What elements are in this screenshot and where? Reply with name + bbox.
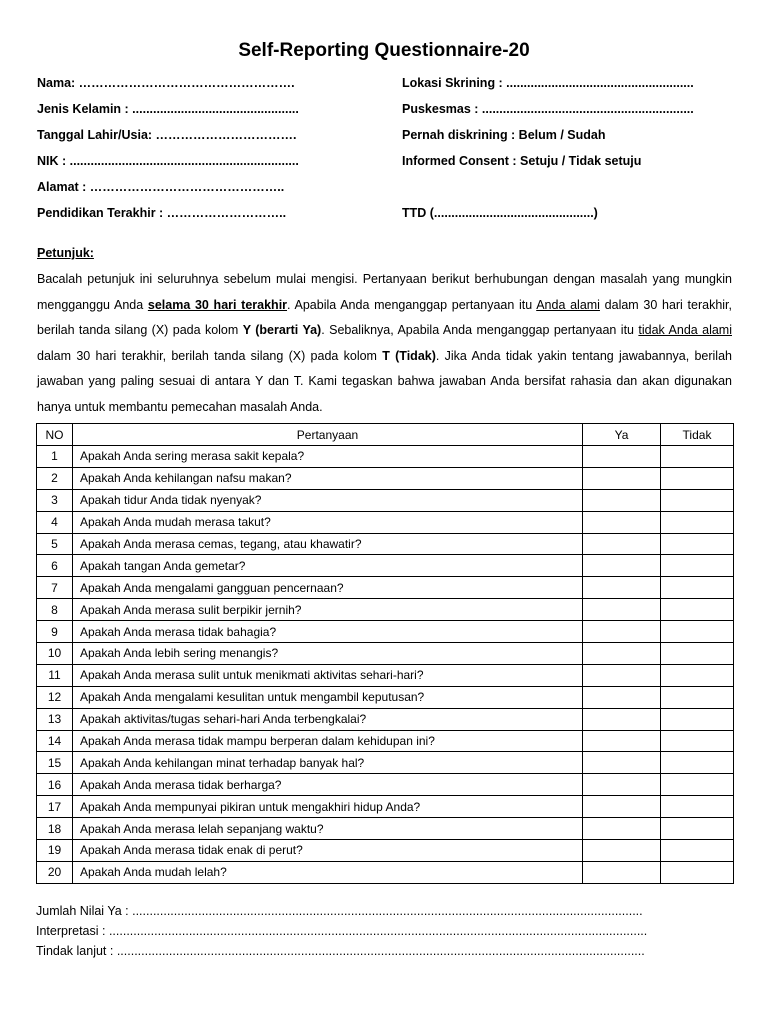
table-header-row [37,424,734,446]
instr-underline-tidak-alami: tidak Anda alami [638,323,732,337]
footer-jumlah-nilai-ya[interactable]: Jumlah Nilai Ya : ................................................................................................................................................... [36,904,643,918]
instr-text-1: Bacalah petunjuk ini seluruhnya sebelum mulai mengisi. Pertanyaan berikut berhubungan dengan masalah yang mungkin mengganggu Anda [37,272,732,312]
instr-bold-ya: Y (berarti Ya) [242,323,322,337]
field-jenis-kelamin[interactable]: Jenis Kelamin : ................................................ [37,102,299,116]
table-row [37,818,734,840]
field-nama[interactable]: Nama: ……………………………………………. [37,76,295,90]
row-number: 4 [37,511,73,533]
answer-yes-cell[interactable] [583,664,661,686]
row-number: 7 [37,577,73,599]
row-number: 5 [37,533,73,555]
field-puskesmas[interactable]: Puskesmas : ............................................................. [402,102,694,116]
table-row [37,730,734,752]
row-question: Apakah Anda lebih sering menangis? [73,643,583,665]
row-number: 3 [37,489,73,511]
answer-yes-cell[interactable] [583,599,661,621]
table-row [37,774,734,796]
row-number: 19 [37,840,73,862]
table-row [37,796,734,818]
table-row [37,489,734,511]
header-no: NO [37,424,73,446]
answer-no-cell[interactable] [661,467,734,489]
answer-no-cell[interactable] [661,643,734,665]
table-row [37,577,734,599]
answer-no-cell[interactable] [661,621,734,643]
row-question: Apakah Anda merasa tidak berharga? [73,774,583,796]
table-row [37,752,734,774]
row-number: 2 [37,467,73,489]
field-tanggal-lahir[interactable]: Tanggal Lahir/Usia: ……………………………. [37,128,297,142]
row-number: 6 [37,555,73,577]
instr-text-4: . Sebaliknya, Apabila Anda menganggap pertanyaan itu [321,323,639,337]
instr-text-3: dalam 30 hari terakhir, berilah tanda silang (X) pada kolom [37,297,732,337]
table-row [37,555,734,577]
answer-yes-cell[interactable] [583,467,661,489]
table-row [37,511,734,533]
row-question: Apakah Anda mengalami gangguan pencernaan? [73,577,583,599]
answer-yes-cell[interactable] [583,686,661,708]
table-row [37,621,734,643]
footer-tindak-lanjut[interactable]: Tindak lanjut : ........................................................................................................................................................ [36,944,645,958]
instr-bold-tidak: T (Tidak) [382,348,436,363]
answer-yes-cell[interactable] [583,446,661,468]
row-question: Apakah Anda merasa lelah sepanjang waktu? [73,818,583,840]
field-lokasi-skrining[interactable]: Lokasi Skrining : ...................................................... [402,76,694,90]
row-number: 11 [37,664,73,686]
row-question: Apakah tangan Anda gemetar? [73,555,583,577]
answer-no-cell[interactable] [661,861,734,883]
row-question: Apakah Anda merasa tidak bahagia? [73,621,583,643]
table-row [37,643,734,665]
answer-no-cell[interactable] [661,599,734,621]
table-row [37,840,734,862]
answer-no-cell[interactable] [661,752,734,774]
answer-no-cell[interactable] [661,818,734,840]
row-number: 12 [37,686,73,708]
field-pernah-diskrining[interactable]: Pernah diskrining : Belum / Sudah [402,128,606,142]
instr-bold-period: selama 30 hari terakhir [147,297,288,312]
answer-no-cell[interactable] [661,796,734,818]
row-question: Apakah Anda mudah lelah? [73,861,583,883]
row-question: Apakah Anda sering merasa sakit kepala? [73,446,583,468]
table-row [37,664,734,686]
field-nik[interactable]: NIK : .................................................................. [37,154,299,168]
row-question: Apakah Anda kehilangan nafsu makan? [73,467,583,489]
answer-no-cell[interactable] [661,730,734,752]
answer-no-cell[interactable] [661,686,734,708]
table-row [37,533,734,555]
row-number: 15 [37,752,73,774]
field-pendidikan[interactable]: Pendidikan Terakhir : ……………………….. [37,206,287,220]
row-number: 9 [37,621,73,643]
document-title: Self-Reporting Questionnaire-20 [238,40,530,61]
table-row [37,599,734,621]
answer-yes-cell[interactable] [583,577,661,599]
answer-no-cell[interactable] [661,840,734,862]
answer-no-cell[interactable] [661,533,734,555]
instr-text-2: . Apabila Anda menganggap pertanyaan itu [287,297,537,312]
instructions-paragraph [37,267,732,420]
answer-yes-cell[interactable] [583,621,661,643]
table-row [37,446,734,468]
answer-no-cell[interactable] [661,555,734,577]
answer-no-cell[interactable] [661,708,734,730]
row-number: 14 [37,730,73,752]
row-question: Apakah Anda kehilangan minat terhadap banyak hal? [73,752,583,774]
row-number: 18 [37,818,73,840]
row-question: Apakah Anda mempunyai pikiran untuk mengakhiri hidup Anda? [73,796,583,818]
instructions-heading: Petunjuk: [37,246,94,260]
row-question: Apakah Anda mudah merasa takut? [73,511,583,533]
header-yes: Ya [583,424,661,446]
table-row [37,861,734,883]
answer-yes-cell[interactable] [583,511,661,533]
answer-yes-cell[interactable] [583,708,661,730]
answer-no-cell[interactable] [661,446,734,468]
instr-underline-alami: Anda alami [536,297,600,312]
row-question: Apakah Anda merasa sulit untuk menikmati aktivitas sehari-hari? [73,664,583,686]
answer-yes-cell[interactable] [583,730,661,752]
instr-text-6: . Jika Anda tidak yakin tentang jawabannya, berilah jawaban yang paling sesuai di antara Y dan T. Kami tegaskan bahwa jawaban Anda bersifat rahasia dan akan digunakan hanya untuk membantu pemecahan masalah Anda. [37,348,732,414]
row-number: 20 [37,861,73,883]
table-row [37,708,734,730]
answer-yes-cell[interactable] [583,533,661,555]
answer-no-cell[interactable] [661,511,734,533]
answer-yes-cell[interactable] [583,752,661,774]
field-informed-consent[interactable]: Informed Consent : Setuju / Tidak setuju [402,154,642,168]
instr-text-5: dalam 30 hari terakhir, berilah tanda silang (X) pada kolom [37,348,383,363]
answer-yes-cell[interactable] [583,774,661,796]
header-no-answer: Tidak [661,424,734,446]
answer-no-cell[interactable] [661,664,734,686]
row-number: 10 [37,643,73,665]
answer-yes-cell[interactable] [583,796,661,818]
table-row [37,467,734,489]
table-row [37,686,734,708]
row-question: Apakah Anda merasa tidak enak di perut? [73,840,583,862]
footer-interpretasi[interactable]: Interpretasi : ........................................................................................................................................................... [36,924,648,938]
row-number: 16 [37,774,73,796]
answer-yes-cell[interactable] [583,643,661,665]
answer-yes-cell[interactable] [583,861,661,883]
row-number: 17 [37,796,73,818]
answer-no-cell[interactable] [661,489,734,511]
row-question: Apakah tidur Anda tidak nyenyak? [73,489,583,511]
questionnaire-table [36,423,734,884]
row-question: Apakah Anda merasa cemas, tegang, atau khawatir? [73,533,583,555]
answer-no-cell[interactable] [661,577,734,599]
row-question: Apakah Anda merasa sulit berpikir jernih? [73,599,583,621]
field-ttd[interactable]: TTD (..............................................) [402,206,598,220]
field-alamat[interactable]: Alamat : ……………………………………….. [37,180,285,194]
row-question: Apakah Anda merasa tidak mampu berperan dalam kehidupan ini? [73,730,583,752]
row-number: 8 [37,599,73,621]
answer-yes-cell[interactable] [583,840,661,862]
header-question: Pertanyaan [73,424,583,446]
row-question: Apakah aktivitas/tugas sehari-hari Anda terbengkalai? [73,708,583,730]
row-question: Apakah Anda mengalami kesulitan untuk mengambil keputusan? [73,686,583,708]
answer-no-cell[interactable] [661,774,734,796]
answer-yes-cell[interactable] [583,818,661,840]
answer-yes-cell[interactable] [583,489,661,511]
row-number: 13 [37,708,73,730]
answer-yes-cell[interactable] [583,555,661,577]
row-number: 1 [37,446,73,468]
